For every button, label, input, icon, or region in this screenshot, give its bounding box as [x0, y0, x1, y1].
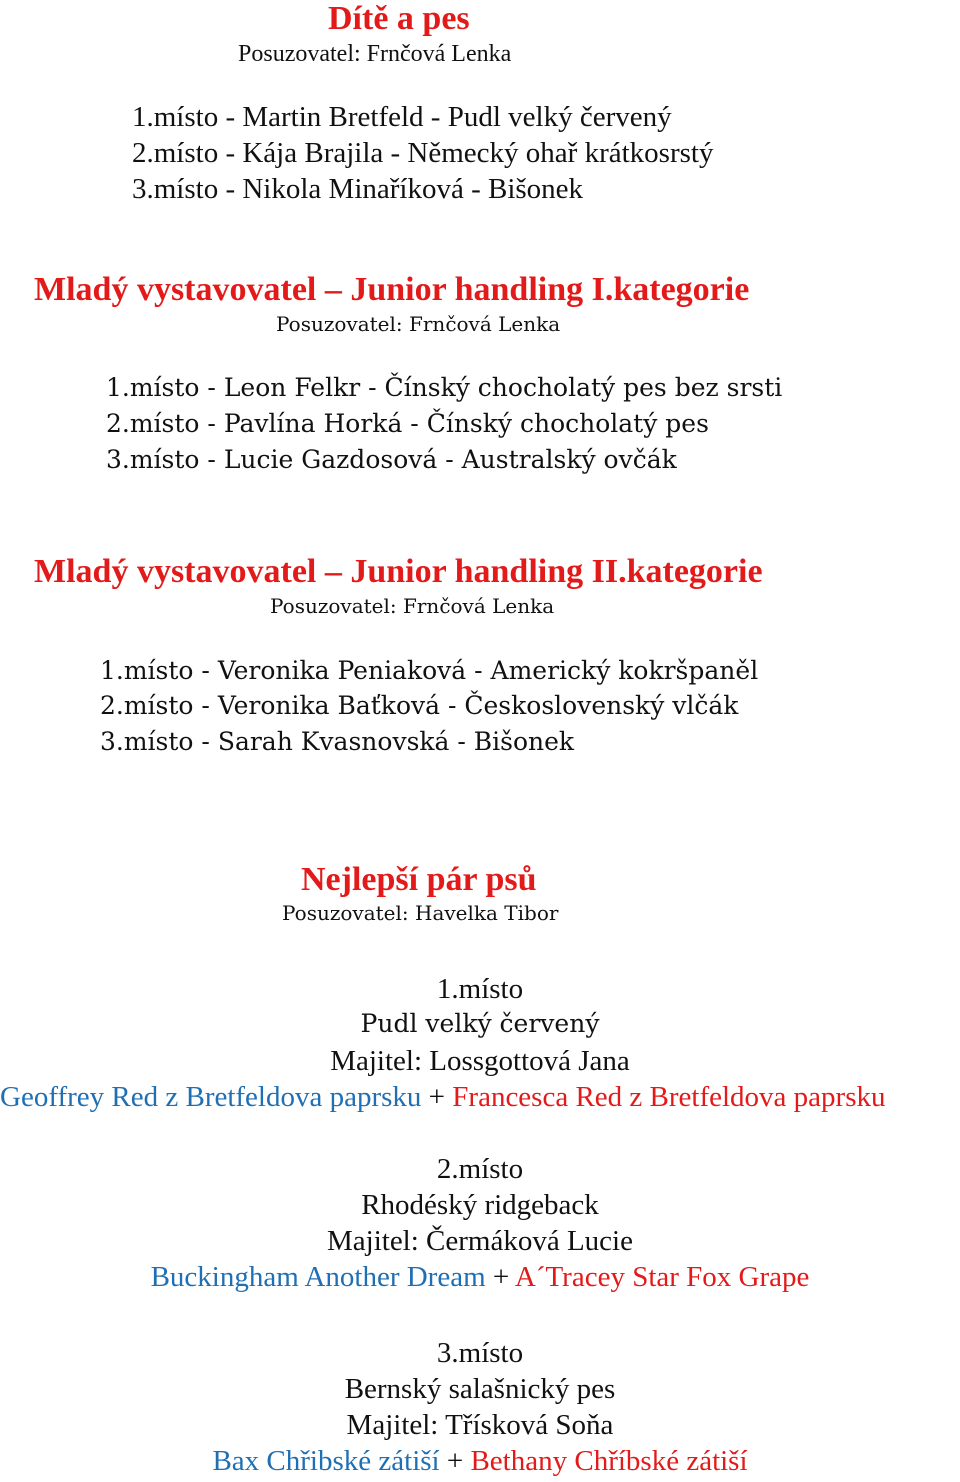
section-title-junior-handling-1: Mladý vystavovatel – Junior handling I.kategorie [34, 271, 750, 308]
female-dog-name: Francesca Red z Bretfeldova paprsku [452, 1081, 886, 1113]
section-title-junior-handling-2: Mladý vystavovatel – Junior handling II.kategorie [34, 553, 763, 590]
placement-1: 1.místo - Martin Bretfeld - Pudl velký červený [132, 101, 672, 133]
female-dog-name: Bethany Chříbské zátiší [470, 1445, 748, 1477]
placement-2: 2.místo - Veronika Baťková - Československý vlčák [100, 691, 739, 720]
judge-label: Posuzovatel: Frnčová Lenka [270, 594, 555, 618]
placement-3: 3.místo - Lucie Gazdosová - Australský ovčák [106, 445, 677, 474]
pair-breed: Bernský salašnický pes [344, 1373, 616, 1405]
pair-place: 1.místo [436, 973, 524, 1005]
pair-dogs [0, 1263, 960, 1292]
pair-place: 2.místo [436, 1153, 524, 1185]
pair-dogs [0, 1447, 960, 1476]
placement-2: 2.místo - Pavlína Horká - Čínský chocholatý pes [106, 409, 709, 438]
plus-sign: + [446, 1445, 464, 1477]
female-dog-name: A´Tracey Star Fox Grape [514, 1261, 810, 1293]
placement-3: 3.místo - Sarah Kvasnovská - Bišonek [100, 727, 575, 756]
pair-place: 3.místo [436, 1337, 524, 1369]
judge-label: Posuzovatel: Frnčová Lenka [276, 312, 561, 336]
pair-owner: Majitel: Čermáková Lucie [326, 1225, 633, 1257]
plus-sign: + [492, 1261, 510, 1293]
pair-breed: Pudl velký červený [360, 1009, 600, 1038]
section-title-best-pair: Nejlepší pár psů [301, 861, 537, 898]
placement-2: 2.místo - Kája Brajila - Německý ohař krátkosrstý [132, 137, 714, 169]
pair-dogs [0, 1083, 886, 1112]
plus-sign: + [428, 1081, 446, 1113]
placement-1: 1.místo - Leon Felkr - Čínský chocholatý pes bez srsti [106, 373, 783, 402]
pair-breed: Rhodéský ridgeback [361, 1189, 599, 1221]
pair-owner: Majitel: Lossgottová Jana [330, 1045, 630, 1077]
placement-3: 3.místo - Nikola Minaříková - Bišonek [132, 173, 584, 205]
judge-label: Posuzovatel: Havelka Tibor [282, 901, 559, 925]
male-dog-name: Buckingham Another Dream [150, 1261, 486, 1293]
judge-label: Posuzovatel: Frnčová Lenka [238, 41, 512, 67]
section-title-child-and-dog: Dítě a pes [328, 0, 470, 37]
male-dog-name: Bax Chřibské zátiší [212, 1445, 440, 1477]
pair-owner: Majitel: Třísková Soňa [346, 1409, 614, 1441]
male-dog-name: Geoffrey Red z Bretfeldova paprsku [0, 1081, 422, 1113]
placement-1: 1.místo - Veronika Peniaková - Americký kokršpaněl [100, 656, 759, 685]
